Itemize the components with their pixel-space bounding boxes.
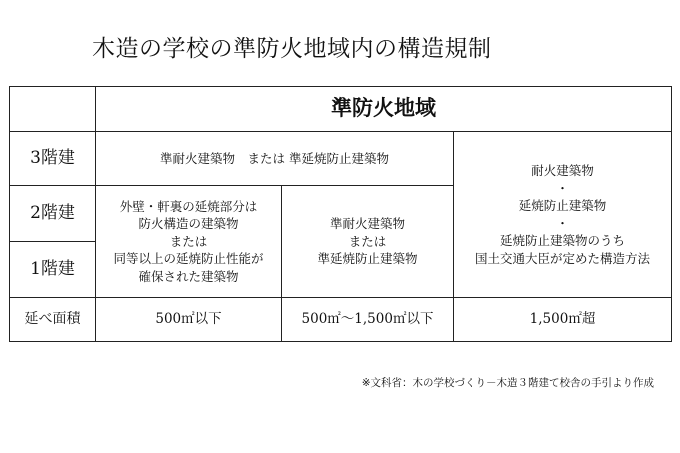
cell-mid-area-1-2-floors [282,186,454,298]
cell-line: 耐火建築物 [531,163,594,178]
row-label-2-floors: 2階建 [10,186,96,242]
cell-line: 準延焼防止建築物 [317,251,418,267]
cell-line: 延焼防止建築物のうち [499,233,625,248]
cell-line: 準耐火建築物 [329,216,405,232]
cell-line: ・ [556,180,569,196]
cell-line: 確保された建築物 [138,268,239,284]
regulation-table [9,86,672,342]
row-label-1-floor: 1階建 [10,242,96,298]
cell-small-area-1-2-floors [96,186,282,298]
cell-line: または [169,233,208,249]
row-label-floor-area: 延べ面積 [10,298,96,342]
source-note: ※文科省：木の学校づくり－木造３階建て校舎の手引より作成 [361,377,654,389]
cell-line: 防火構造の建築物 [138,216,239,232]
row-label-3-floors: 3階建 [10,132,96,186]
cell-line: ・ [556,215,569,231]
zone-header: 準防火地域 [96,87,672,132]
area-small: 500㎡以下 [96,298,282,342]
cell-line: 国土交通大臣が定めた構造方法 [474,250,650,266]
cell-3floors-small-mid: 準耐火建築物 または 準延焼防止建築物 [96,132,454,186]
page-title: 木造の学校の準防火地域内の構造規制 [92,36,492,62]
cell-line: 外壁・軒裏の延焼部分は [119,198,258,214]
cell-line: 同等以上の延焼防止性能が [113,251,264,267]
cell-line: 延焼防止建築物 [518,198,607,213]
cell-line: または [348,233,387,249]
corner-cell [10,87,96,132]
area-mid: 500㎡～1,500㎡以下 [282,298,454,342]
cell-large-area-all-floors [454,132,672,298]
area-large: 1,500㎡超 [454,298,672,342]
